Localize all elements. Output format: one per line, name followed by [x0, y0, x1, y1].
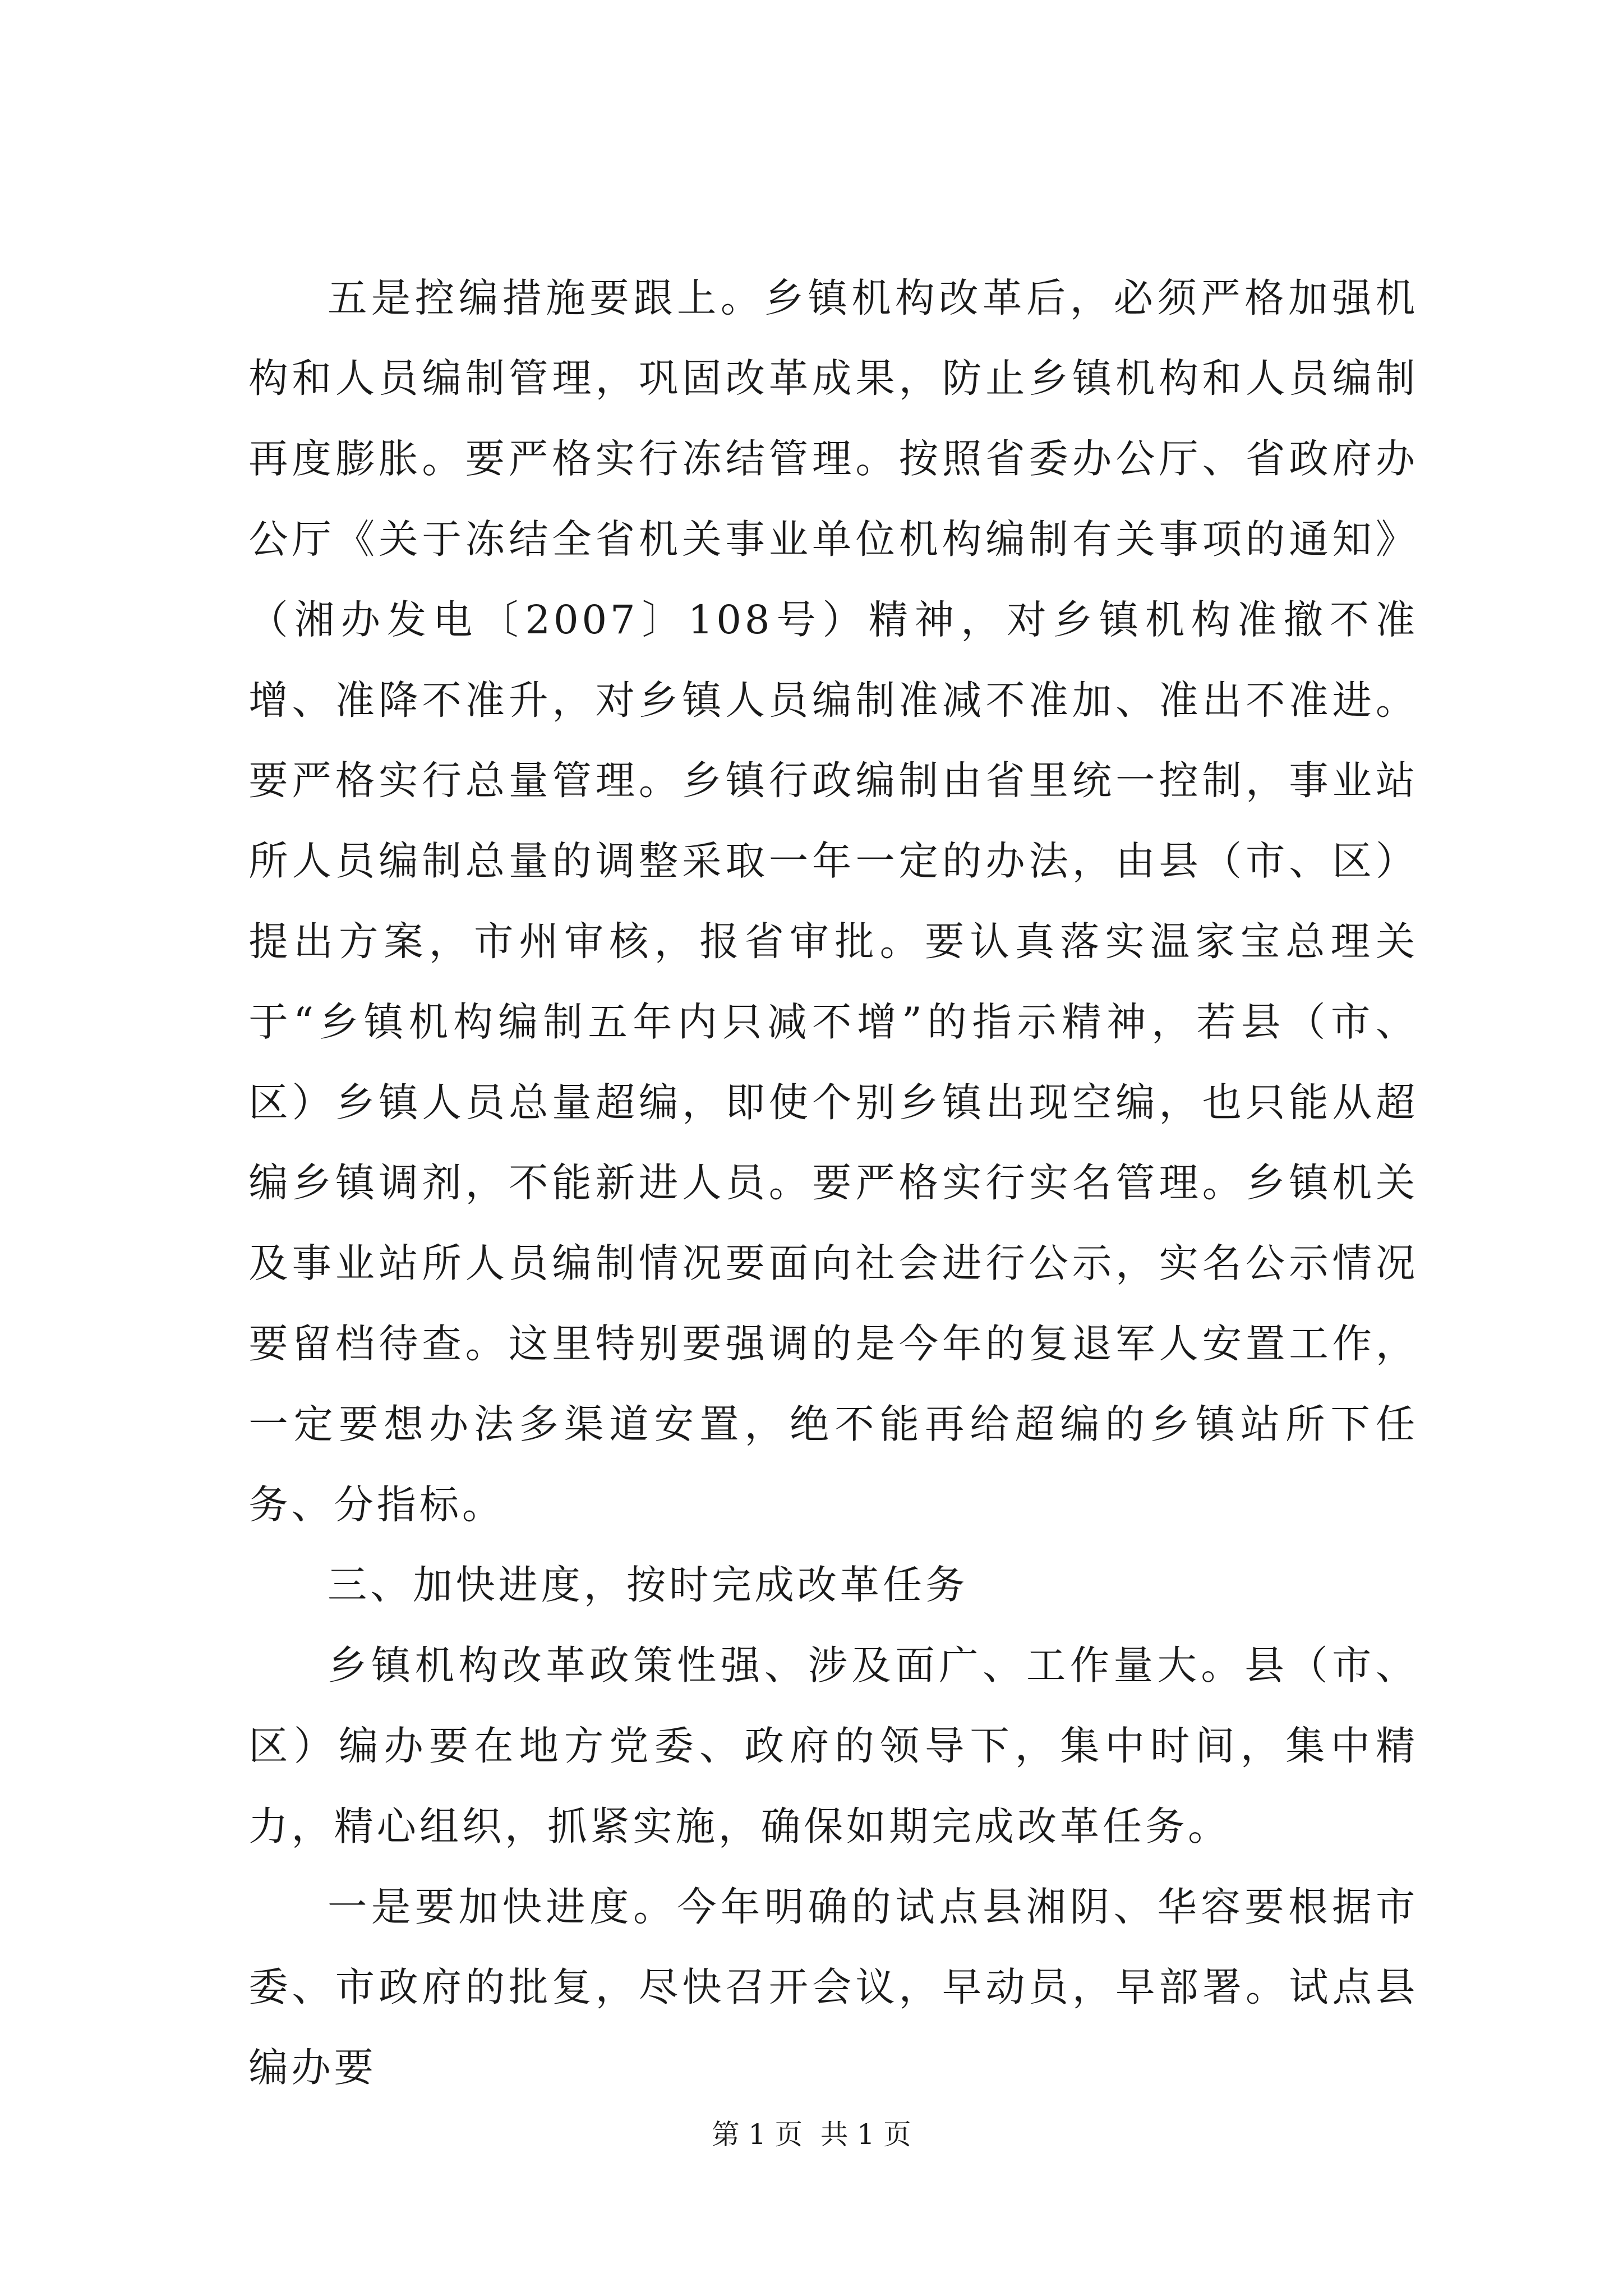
paragraph-reform-policy: 乡镇机构改革政策性强、涉及面广、工作量大。县（市、区）编办要在地方党委、政府的领导下，集中时间，集中精力，精心组织，抓紧实施，确保如期完成改革任务。 — [248, 1644, 1418, 1851]
paragraph-control-measures: 五是控编措施要跟上。乡镇机构改革后，必须严格加强机构和人员编制管理，巩固改革成果，防止乡镇机构和人员编制再度膨胀。要严格实行冻结管理。按照省委办公厅、省政府办公厅《关于冻结全省机关事业单位机构编制有关事项的通知》（湘办发电〔2007〕108号）精神，对乡镇机构准撤不准增、准降不准升，对乡镇人员编制准减不准加、准出不准进。要严格实行总量管理。乡镇行政编制由省里统一控制，事业站所人员编制总量的调整采取一年一定的办法，由县（市、区）提出方案，市州审核，报省审批。要认真落实温家宝总理关于“乡镇机构编制五年内只减不增”的指示精神，若县（市、区）乡镇人员总量超编，即使个别乡镇出现空编，也只能从超编乡镇调剂，不能新进人员。要严格实行实名管理。乡镇机关及事业站所人员编制情况要面向社会进行公示，实名公示情况要留档待查。这里特别要强调的是今年的复退军人安置工作，一定要想办法多渠道安置，绝不能再给超编的乡镇站所下任务、分指标。 — [248, 276, 1418, 1529]
document-body — [248, 259, 1418, 2109]
page-number-label: 第 1 页 共 1 页 — [712, 2119, 911, 2152]
section-heading-accelerate: 三、加快进度，按时完成改革任务 — [328, 1563, 968, 1609]
paragraph-speed-up: 一是要加快进度。今年明确的试点县湘阴、华容要根据市委、市政府的批复，尽快召开会议，早动员，早部署。试点县编办要 — [248, 1885, 1418, 2092]
page-footer — [0, 2116, 1623, 2155]
